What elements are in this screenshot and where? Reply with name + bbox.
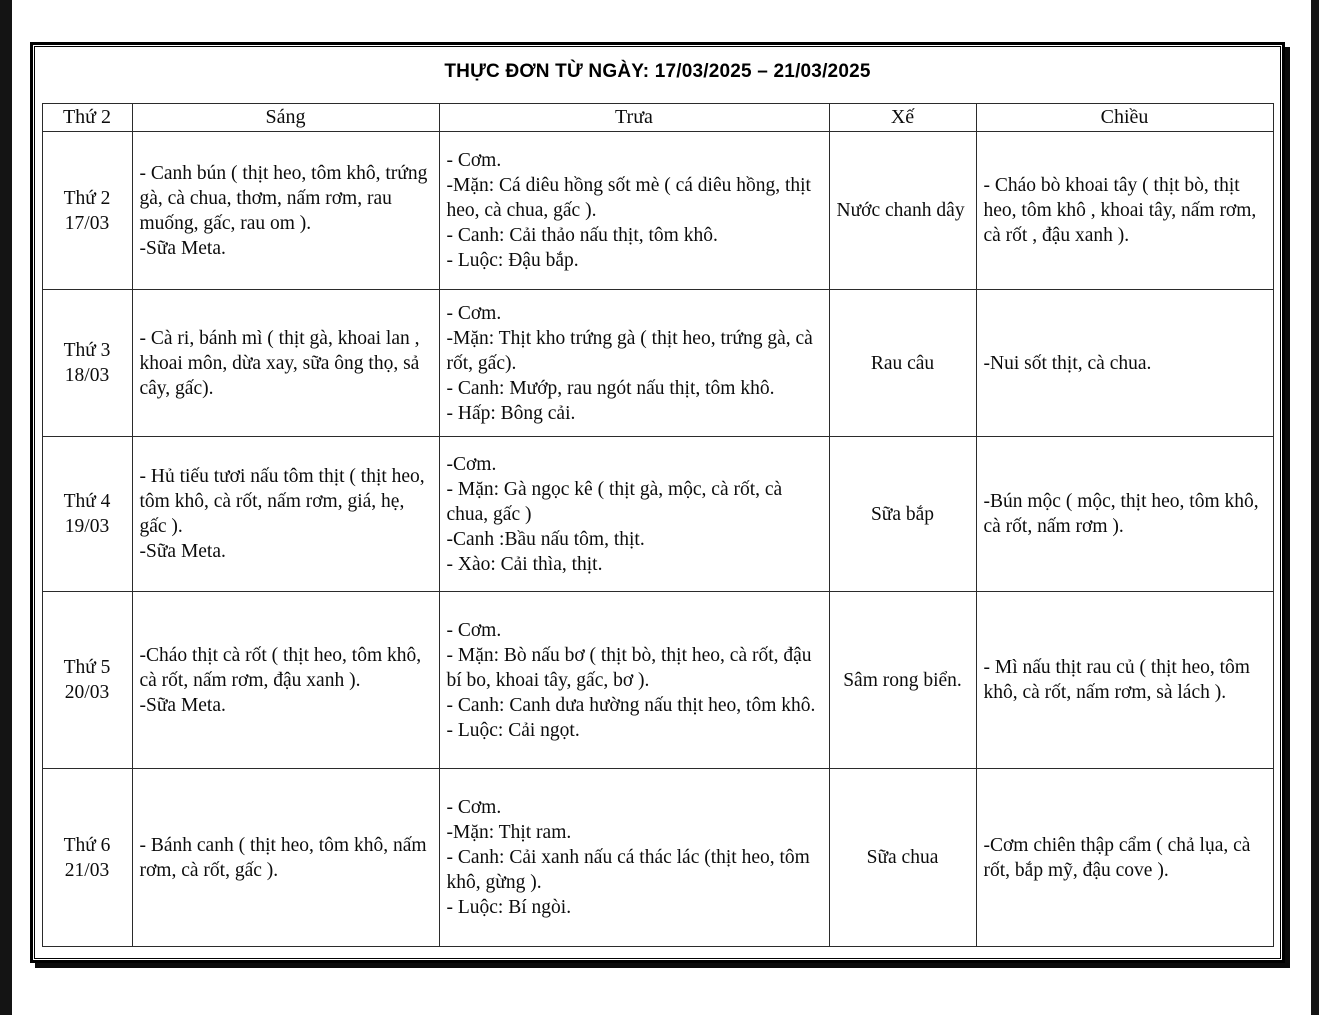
day-label: Thứ 5	[63, 657, 111, 678]
menu-item-line: -Mặn: Cá diêu hồng sốt mè ( cá diêu hồng, thịt heo, cà chua, gấc ).	[446, 175, 811, 221]
menu-item-line: - Hấp: Bông cải.	[446, 402, 576, 424]
menu-frame-inner-border	[34, 46, 1281, 959]
menu-item-line: -Cháo thịt cà rốt ( thịt heo, tôm khô, cà rốt, nấm rơm, đậu xanh ).	[139, 644, 422, 691]
table-row	[42, 290, 1273, 437]
header-morning: Sáng	[132, 104, 439, 132]
afternoon-cell	[976, 592, 1273, 769]
breakfast-cell	[132, 592, 439, 769]
menu-item-line: - Canh: Mướp, rau ngót nấu thịt, tôm khô.	[446, 377, 775, 399]
date-label: 17/03	[64, 212, 110, 234]
afternoon-cell	[976, 132, 1273, 290]
snack-cell: Sữa chua	[829, 769, 976, 947]
table-row	[42, 592, 1273, 769]
day-cell	[42, 592, 132, 769]
breakfast-cell	[132, 769, 439, 947]
table-row	[42, 132, 1273, 290]
snack-cell: Sữa bắp	[829, 437, 976, 592]
afternoon-cell	[976, 437, 1273, 592]
lunch-cell	[439, 290, 829, 437]
menu-item-line: - Cháo bò khoai tây ( thịt bò, thịt heo, tôm khô , khoai tây, nấm rơm, cà rốt , đậu xanh ).	[983, 175, 1257, 246]
menu-item-line: -Bún mộc ( mộc, thịt heo, tôm khô, cà rốt, nấm rơm ).	[983, 491, 1259, 537]
header-lunch: Trưa	[439, 104, 829, 132]
menu-item-line: - Bánh canh ( thịt heo, tôm khô, nấm rơm, cà rốt, gấc ).	[139, 834, 427, 881]
breakfast-cell	[132, 132, 439, 290]
menu-item-line: - Cơm.	[446, 302, 502, 324]
menu-item-line: - Hủ tiếu tươi nấu tôm thịt ( thịt heo, tôm khô, cà rốt, nấm rơm, giá, hẹ, gấc ).	[139, 466, 425, 537]
menu-item-line: - Mì nấu thịt rau củ ( thịt heo, tôm khô, cà rốt, nấm rơm, sà lách ).	[983, 657, 1250, 703]
menu-item-line: -Sữa Meta.	[139, 541, 226, 562]
menu-item-line: - Canh: Cải xanh nấu cá thác lác (thịt heo, tôm khô, gừng ).	[446, 847, 810, 893]
menu-item-line: -Sữa Meta.	[139, 237, 226, 259]
date-label: 20/03	[64, 682, 110, 703]
menu-item-line: -Mặn: Thịt kho trứng gà ( thịt heo, trứng gà, cà rốt, gấc).	[446, 327, 813, 374]
day-cell	[42, 290, 132, 437]
table-row	[42, 437, 1273, 592]
scan-edge-left	[0, 0, 12, 1015]
header-afternoon: Chiều	[976, 104, 1273, 132]
menu-item-line: - Luộc: Đậu bắp.	[446, 250, 579, 271]
menu-item-line: - Mặn: Gà ngọc kê ( thịt gà, mộc, cà rốt, cà chua, gấc )	[446, 478, 783, 525]
snack-cell: Sâm rong biển.	[829, 592, 976, 769]
menu-item-line: - Canh: Cải thảo nấu thịt, tôm khô.	[446, 225, 718, 246]
day-cell	[42, 437, 132, 592]
breakfast-cell	[132, 290, 439, 437]
menu-item-line: - Mặn: Bò nấu bơ ( thịt bò, thịt heo, cà rốt, đậu bí bo, khoai tây, gấc, bơ ).	[446, 644, 812, 691]
lunch-cell	[439, 437, 829, 592]
menu-item-line: - Cơm.	[446, 619, 502, 641]
snack-cell: Nước chanh dây	[829, 132, 976, 290]
menu-table	[42, 103, 1274, 947]
snack-cell: Rau câu	[829, 290, 976, 437]
lunch-cell	[439, 592, 829, 769]
breakfast-cell	[132, 437, 439, 592]
lunch-cell	[439, 769, 829, 947]
menu-item-line: -Cơm chiên thập cẩm ( chả lụa, cà rốt, bắp mỹ, đậu cove ).	[983, 834, 1251, 881]
day-cell	[42, 132, 132, 290]
menu-table-body	[42, 132, 1273, 947]
day-cell	[42, 769, 132, 947]
header-row	[42, 104, 1273, 132]
table-row	[42, 769, 1273, 947]
menu-item-line: - Canh bún ( thịt heo, tôm khô, trứng gà, cà chua, thơm, nấm rơm, rau muống, gấc, rau om ).	[139, 162, 428, 234]
header-day: Thứ 2	[42, 104, 132, 132]
date-label: 21/03	[64, 859, 110, 881]
menu-item-line: -Mặn: Thịt ram.	[446, 822, 572, 843]
day-label: Thứ 2	[63, 187, 111, 209]
date-label: 18/03	[64, 365, 110, 386]
lunch-cell	[439, 132, 829, 290]
menu-table-head	[42, 104, 1273, 132]
menu-item-line: -Canh :Bầu nấu tôm, thịt.	[446, 528, 645, 550]
menu-item-line: -Nui sốt thịt, cà chua.	[983, 352, 1152, 374]
menu-frame	[30, 42, 1285, 963]
page-title: THỰC ĐƠN TỪ NGÀY: 17/03/2025 – 21/03/2025	[444, 61, 871, 82]
menu-item-line: - Luộc: Cải ngọt.	[446, 719, 580, 741]
menu-item-line: -Sữa Meta.	[139, 694, 226, 716]
afternoon-cell	[976, 769, 1273, 947]
day-label: Thứ 3	[63, 340, 111, 361]
date-label: 19/03	[64, 516, 110, 537]
scan-edge-right	[1311, 0, 1319, 1015]
menu-item-line: - Canh: Canh dưa hường nấu thịt heo, tôm khô.	[446, 694, 816, 716]
menu-item-line: - Cơm.	[446, 150, 502, 171]
day-label: Thứ 6	[63, 834, 111, 856]
header-snack: Xế	[829, 104, 976, 132]
day-label: Thứ 4	[63, 491, 111, 512]
menu-item-line: - Luộc: Bí ngòi.	[446, 897, 572, 918]
menu-item-line: - Cơm.	[446, 797, 502, 818]
menu-item-line: - Xào: Cải thìa, thịt.	[446, 553, 603, 575]
menu-item-line: -Cơm.	[446, 453, 497, 475]
menu-item-line: - Cà ri, bánh mì ( thịt gà, khoai lan , khoai môn, dừa xay, sữa ông thọ, sả cây, gấc).	[139, 327, 420, 399]
afternoon-cell	[976, 290, 1273, 437]
